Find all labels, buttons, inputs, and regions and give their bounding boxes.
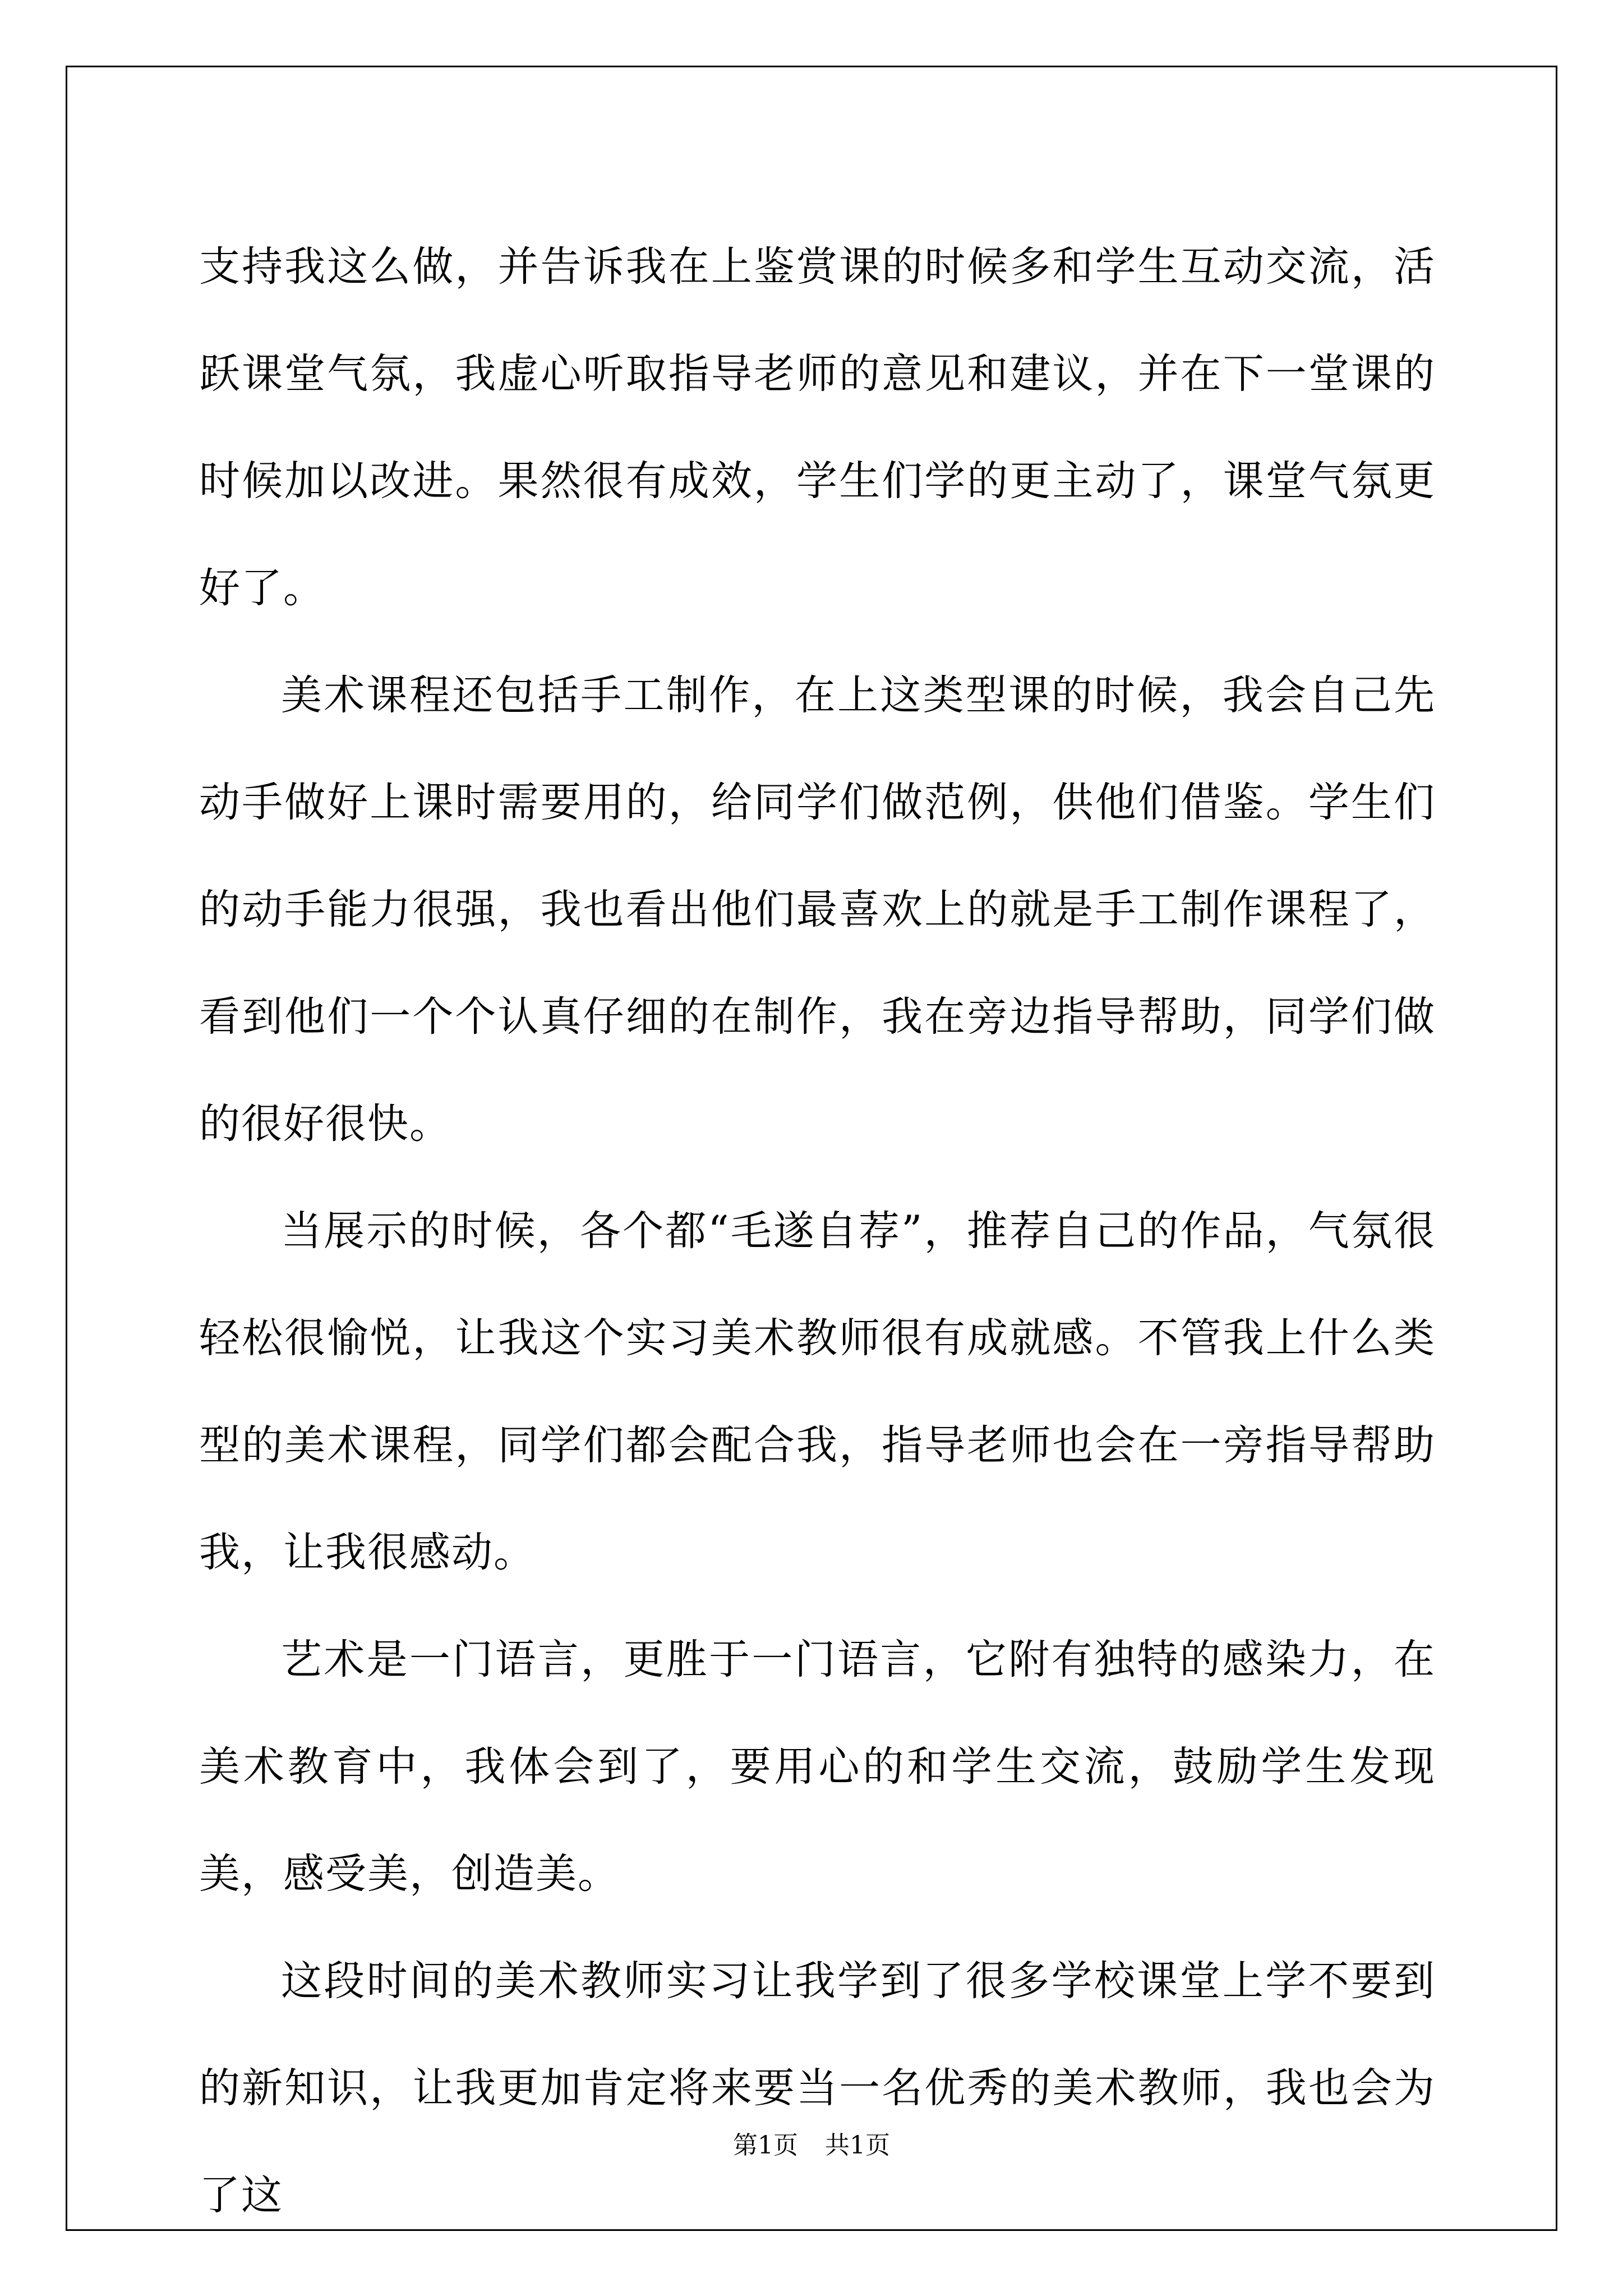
paragraph-4: 艺术是一门语言，更胜于一门语言，它附有独特的感染力，在美术教育中，我体会到了，要用心的和学生交流，鼓励学生发现美，感受美，创造美。 xyxy=(199,1636,1436,1898)
document-body xyxy=(199,213,1436,2249)
page-number: 第1页 xyxy=(733,2131,798,2160)
page-total: 共1页 xyxy=(825,2131,890,2160)
paragraph-3: 当展示的时候，各个都“毛遂自荐”，推荐自己的作品，气氛很轻松很愉悦，让我这个实习美术教师很有成就感。不管我上什么类型的美术课程，同学们都会配合我，指导老师也会在一旁指导帮助我，让我很感动。 xyxy=(199,1207,1436,1576)
paragraph-5: 这段时间的美术教师实习让我学到了很多学校课堂上学不要到的新知识，让我更加肯定将来要当一名优秀的美术教师，我也会为了这 xyxy=(199,1957,1436,2219)
page-footer xyxy=(0,2129,1623,2162)
paragraph-1: 支持我这么做，并告诉我在上鉴赏课的时候多和学生互动交流，活跃课堂气氛，我虚心听取指导老师的意见和建议，并在下一堂课的时候加以改进。果然很有成效，学生们学的更主动了，课堂气氛更好了。 xyxy=(199,243,1436,612)
paragraph-2: 美术课程还包括手工制作，在上这类型课的时候，我会自己先动手做好上课时需要用的，给同学们做范例，供他们借鉴。学生们的动手能力很强，我也看出他们最喜欢上的就是手工制作课程了，看到他们一个个认真仔细的在制作，我在旁边指导帮助，同学们做的很好很快。 xyxy=(199,671,1436,1148)
